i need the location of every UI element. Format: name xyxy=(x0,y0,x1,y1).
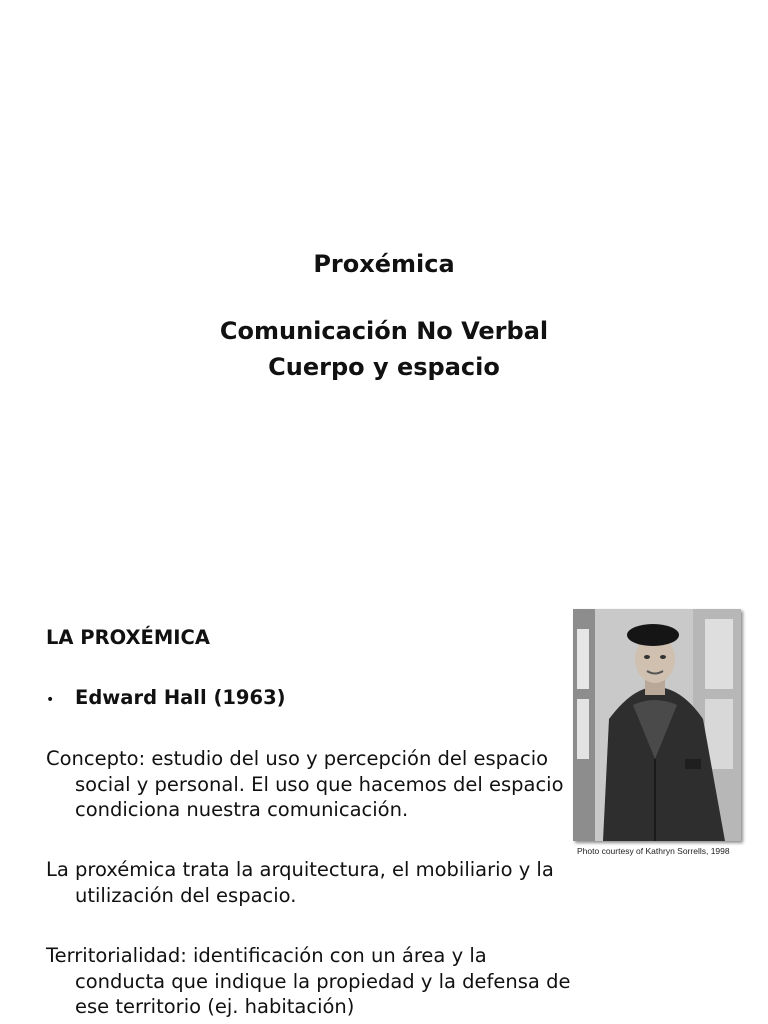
portrait-illustration xyxy=(573,609,741,841)
bullet-item xyxy=(46,686,286,709)
subtitle-line-1: Comunicación No Verbal xyxy=(219,317,549,345)
paragraph-territoriality: Territorialidad: identificación con un área y la conducta que indique la propiedad y la defensa de ese territorio (ej. habitación) xyxy=(46,944,571,1018)
bullet-icon: • xyxy=(46,692,55,708)
paragraph-scope: La proxémica trata la arquitectura, el mobiliario y la utilización del espacio. xyxy=(46,858,554,907)
paragraph-concept: Concepto: estudio del uso y percepción del espacio social y personal. El uso que hacemos del espacio condiciona nuestra comunicación. xyxy=(46,747,564,821)
portrait-photo xyxy=(573,609,741,841)
page-title: Proxémica xyxy=(313,250,455,278)
photo-credit: Photo courtesy of Kathryn Sorrells, 1998 xyxy=(577,846,730,856)
bullet-text: Edward Hall (1963) xyxy=(75,686,286,709)
subtitle-line-2: Cuerpo y espacio xyxy=(268,353,500,381)
section-heading: LA PROXÉMICA xyxy=(46,626,210,649)
